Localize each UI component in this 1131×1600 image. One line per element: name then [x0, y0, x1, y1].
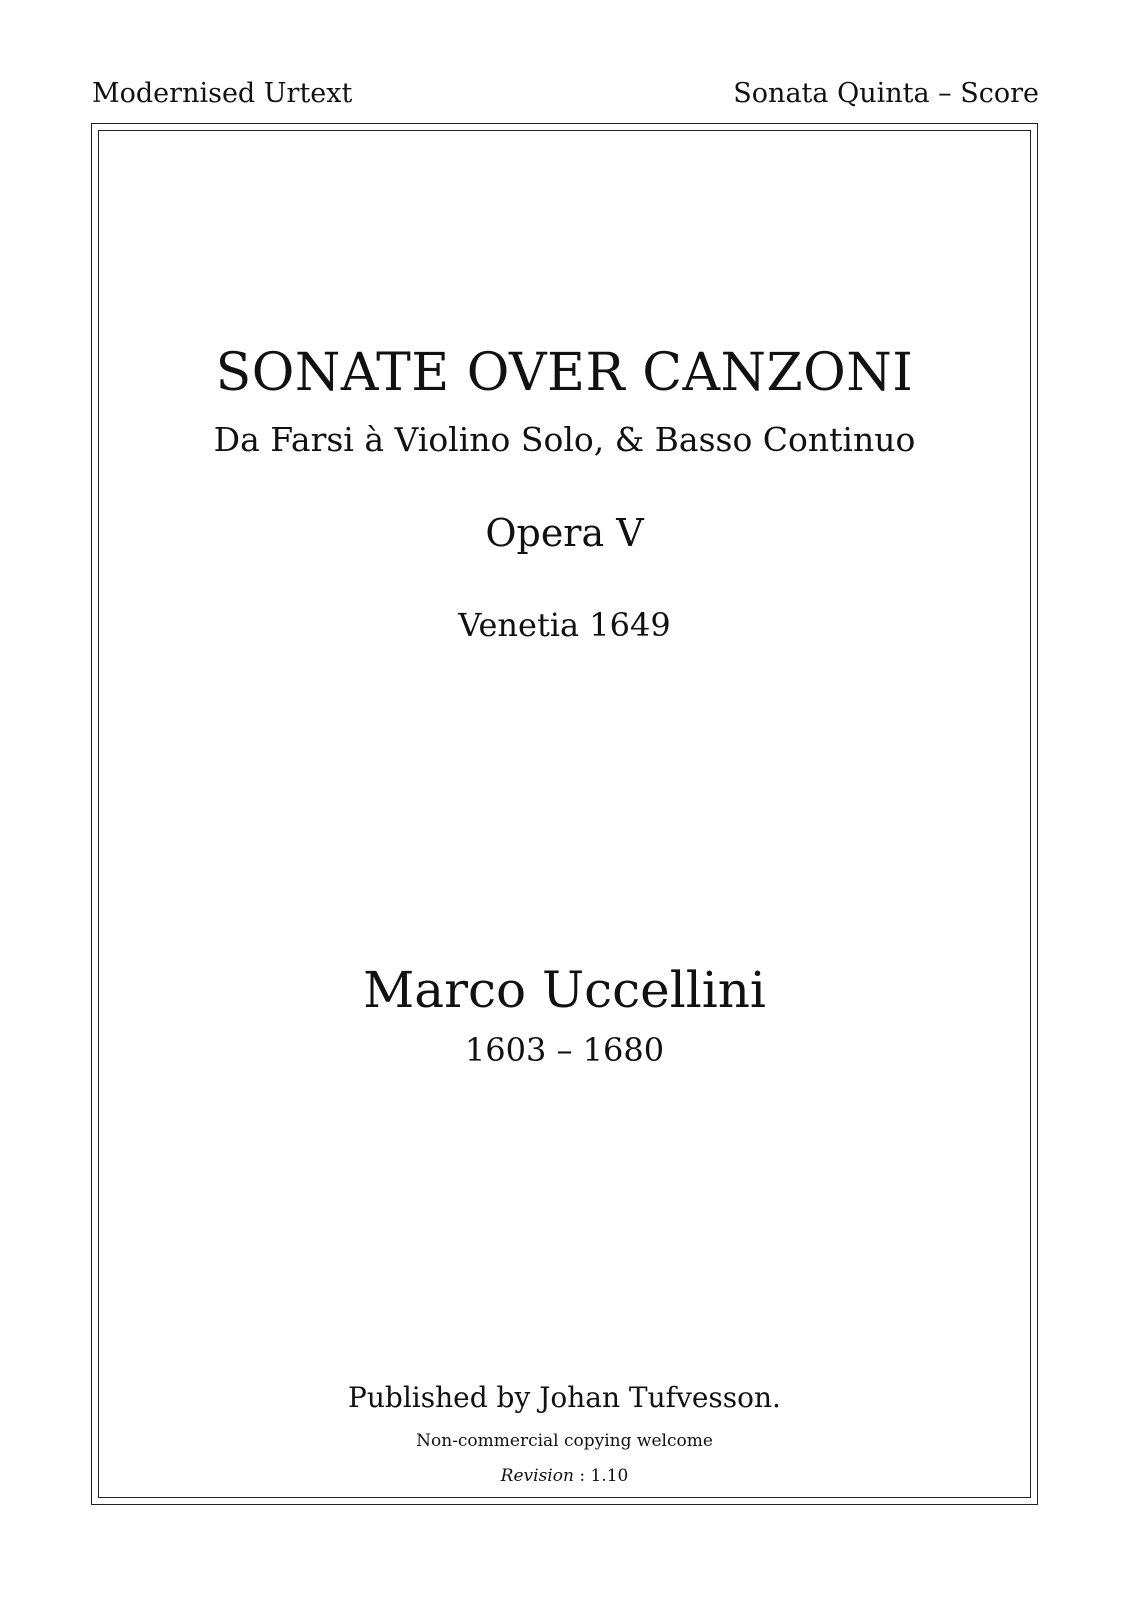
revision-line	[98, 1465, 1031, 1487]
opus-number: Opera V	[485, 511, 644, 555]
main-title: SONATE OVER CANZONI	[215, 343, 914, 403]
subtitle: Da Farsi à Violino Solo, & Basso Continuo	[213, 420, 916, 459]
composer-dates: 1603 – 1680	[464, 1031, 665, 1069]
revision-label: Revision	[500, 1466, 574, 1486]
place-and-year: Venetia 1649	[458, 606, 671, 644]
copying-note: Non-commercial copying welcome	[416, 1431, 713, 1451]
header-right-text: Sonata Quinta – Score	[733, 78, 1039, 109]
revision-value: 1.10	[590, 1466, 629, 1486]
inner-frame-border	[98, 130, 1031, 1498]
publisher-line: Published by Johan Tufvesson.	[348, 1381, 781, 1414]
revision-separator: :	[573, 1466, 591, 1486]
composer-name: Marco Uccellini	[363, 961, 766, 1019]
header-left-text: Modernised Urtext	[92, 78, 353, 109]
